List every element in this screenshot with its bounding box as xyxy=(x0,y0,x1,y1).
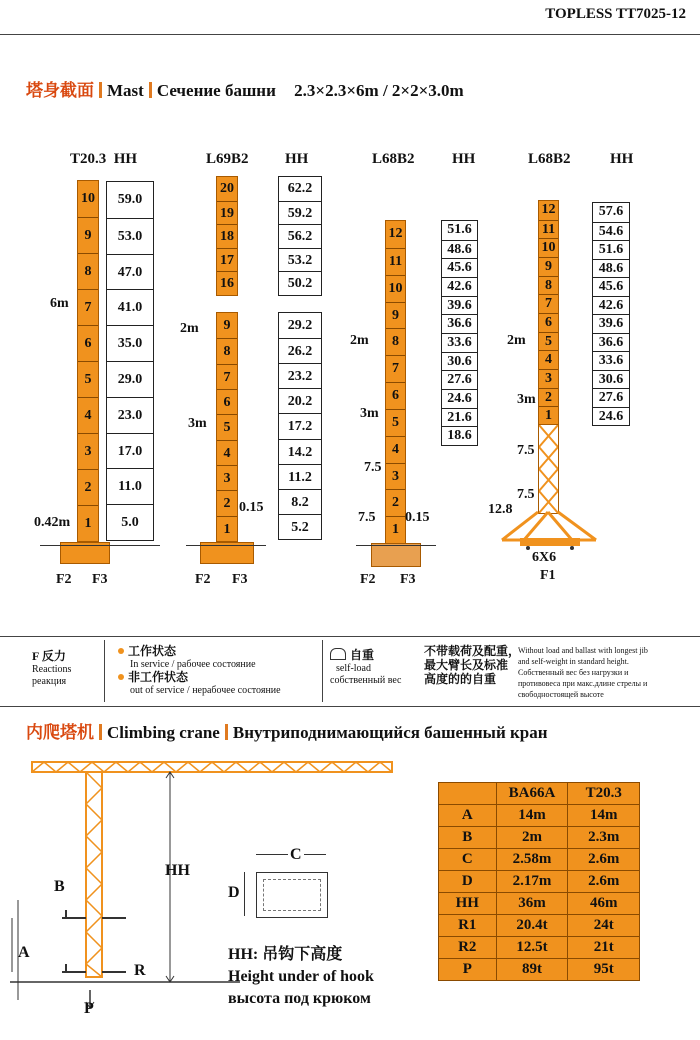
spec-cell: R1 xyxy=(439,915,497,937)
hook-height-value: 47.0 xyxy=(107,254,153,291)
mast-section-number: 11 xyxy=(386,248,405,276)
climbing-title-cn: 内爬塔机 xyxy=(26,723,94,743)
spec-cell: P xyxy=(439,959,497,981)
mast-section-number: 1 xyxy=(539,406,558,426)
mast-section-number: 1 xyxy=(217,516,237,542)
hook-height-value: 27.6 xyxy=(593,388,629,408)
model-title: TOPLESS TT7025-12 xyxy=(545,6,686,22)
spec-cell: 2.3m xyxy=(568,827,640,849)
spec-cell: A xyxy=(439,805,497,827)
hook-height-value: 8.2 xyxy=(279,489,321,515)
hh-table-t20-3 xyxy=(106,181,154,541)
hook-height-value: 27.6 xyxy=(442,370,477,390)
mast-title-cn: 塔身截面 xyxy=(26,81,94,101)
hook-height-value: 11.2 xyxy=(279,464,321,490)
mast-section-number: 10 xyxy=(539,238,558,258)
hook-height-value: 54.6 xyxy=(593,222,629,242)
hook-height-value: 30.6 xyxy=(593,370,629,390)
note-ru-line: противовеса при макс.длине стрелы и xyxy=(518,679,648,688)
mast-section-number: 7 xyxy=(386,355,405,383)
spec-header-cell: T20.3 xyxy=(568,783,640,805)
hh-table-l69b2-lower xyxy=(278,312,322,540)
mast-section-number: 3 xyxy=(78,433,98,470)
col4-mast: L68B2 xyxy=(528,151,571,167)
hook-height-value: 33.6 xyxy=(442,333,477,353)
mast-title-en: Mast xyxy=(107,81,144,100)
out-service-icon xyxy=(118,674,124,680)
hook-height-value: 20.2 xyxy=(279,388,321,414)
spec-row xyxy=(439,871,640,893)
force-f3: F3 xyxy=(92,572,108,587)
spec-cell: C xyxy=(439,849,497,871)
mast-section-number: 2 xyxy=(78,469,98,506)
mast-section-number: 5 xyxy=(217,414,237,440)
mast-section-number: 12 xyxy=(541,202,556,217)
mast-section-number: 2 xyxy=(539,388,558,408)
mast-section-number: 11 xyxy=(539,220,558,240)
spec-cell: 36m xyxy=(496,893,568,915)
header-divider xyxy=(0,34,700,35)
dim-75-l68a-1: 7.5 xyxy=(364,460,382,475)
hh-en: Height under of hook xyxy=(228,968,374,985)
legend-divider xyxy=(322,640,323,702)
dim-75-l68b-1: 7.5 xyxy=(517,443,535,458)
col4-hh: HH xyxy=(610,151,634,167)
spec-cell: 21t xyxy=(568,937,640,959)
col1-hh: HH xyxy=(113,151,138,167)
hook-height-value: 29.2 xyxy=(287,318,313,333)
hook-height-value: 24.6 xyxy=(442,389,477,409)
hook-height-value: 23.0 xyxy=(107,397,153,434)
crane-weight-icon xyxy=(330,648,346,660)
spec-cell: 12.5t xyxy=(496,937,568,959)
spec-row xyxy=(439,915,640,937)
col2-mast: L69B2 xyxy=(206,151,249,167)
mast-section-number: 2 xyxy=(217,490,237,516)
hh-definition xyxy=(228,944,374,1010)
label-b: B xyxy=(54,878,65,895)
hook-height-value: 53.0 xyxy=(107,218,153,255)
force-f3: F3 xyxy=(232,572,248,587)
reaction-ru: реакция xyxy=(32,676,67,687)
hook-height-value: 14.2 xyxy=(279,439,321,465)
dim-6x6: 6X6 xyxy=(532,550,557,565)
hook-height-value: 59.2 xyxy=(279,201,321,226)
hook-height-value: 23.2 xyxy=(279,363,321,389)
mast-section-number: 9 xyxy=(223,318,231,333)
force-f2: F2 xyxy=(360,572,376,587)
mast-section-number: 12 xyxy=(388,226,403,241)
hook-height-value: 21.6 xyxy=(442,408,477,428)
hook-height-value: 45.6 xyxy=(593,277,629,297)
spec-cell: 20.4t xyxy=(496,915,568,937)
note-en-line: Without load and ballast with longest jib xyxy=(518,646,648,655)
mast-section-number: 2 xyxy=(386,489,405,517)
mast-section-number: 6 xyxy=(217,389,237,415)
hook-height-value: 59.0 xyxy=(117,192,143,207)
hook-height-value: 45.6 xyxy=(442,258,477,278)
spec-cell: 2.58m xyxy=(496,849,568,871)
hook-height-value: 42.6 xyxy=(593,296,629,316)
mast-section-number: 20 xyxy=(220,181,234,196)
hh-cn: HH: 吊钩下高度 xyxy=(228,946,343,963)
hook-height-value: 39.6 xyxy=(442,296,477,316)
hook-height-value: 53.2 xyxy=(279,248,321,273)
spec-cell: 2.6m xyxy=(568,849,640,871)
hook-height-value: 30.6 xyxy=(442,352,477,372)
note-ru-line: свободностоящей высоте xyxy=(518,690,604,699)
hh-table-l68b2-b xyxy=(592,202,630,426)
in-service-en: In service / рабочее состояние xyxy=(130,659,256,670)
legend-reaction xyxy=(32,650,71,688)
note-cn-line: 不带载荷及配重， xyxy=(424,644,521,658)
legend-divider xyxy=(104,640,105,702)
title-separator xyxy=(149,82,152,98)
mast-section-number: 7 xyxy=(539,294,558,314)
out-service-en: out of service / нерабочее состояние xyxy=(130,685,281,696)
hook-height-value: 26.2 xyxy=(279,338,321,364)
dim-3m-l69: 3m xyxy=(188,416,207,431)
mast-title-ru: Сечение башни xyxy=(156,81,276,100)
hook-height-value: 11.0 xyxy=(107,468,153,505)
legend-note-cn xyxy=(424,645,520,687)
spec-row xyxy=(439,893,640,915)
mast-section-number: 4 xyxy=(217,440,237,466)
hook-height-value: 39.6 xyxy=(593,314,629,334)
mast-section-number: 8 xyxy=(539,276,558,296)
mast-section-number: 8 xyxy=(78,253,98,290)
spec-cell: 24t xyxy=(568,915,640,937)
self-load-ru: собственный вес xyxy=(330,675,402,686)
mast-section-number: 5 xyxy=(539,332,558,352)
spec-cell: R2 xyxy=(439,937,497,959)
mast-section-number: 10 xyxy=(81,191,95,206)
ground-line xyxy=(356,545,436,546)
climbing-title-en: Climbing crane xyxy=(107,723,220,742)
note-en-line: and self-weight in standard height. xyxy=(518,657,629,666)
hook-height-value: 41.0 xyxy=(107,289,153,326)
spec-header-cell: BA66A xyxy=(496,783,568,805)
title-separator xyxy=(99,82,102,98)
dim-2m-l68b: 2m xyxy=(507,333,526,348)
col3-mast: L68B2 xyxy=(372,151,415,167)
mast-section-title xyxy=(26,76,464,101)
title-separator xyxy=(99,724,102,740)
in-service-icon xyxy=(118,648,124,654)
climbing-title-ru: Внутриподнимающийся башенный кран xyxy=(232,723,548,742)
hook-height-value: 57.6 xyxy=(598,204,624,219)
hook-height-value: 62.2 xyxy=(287,181,313,196)
hook-height-value: 17.0 xyxy=(107,433,153,470)
climbing-spec-table xyxy=(438,782,640,981)
hook-height-value: 29.0 xyxy=(107,361,153,398)
label-d: D xyxy=(228,884,240,901)
label-p: P xyxy=(84,1000,94,1017)
legend-bottom-divider xyxy=(0,706,700,707)
hook-height-value: 51.6 xyxy=(593,240,629,260)
hook-height-value: 5.2 xyxy=(279,514,321,540)
dim-6m: 6m xyxy=(50,296,69,311)
d-dimension-line xyxy=(244,872,245,916)
mast-l69b2-lower xyxy=(216,312,238,542)
hh-table-l69b2-upper xyxy=(278,176,322,296)
lattice-icon xyxy=(539,425,558,513)
hook-height-value: 56.2 xyxy=(279,224,321,249)
hook-height-value: 42.6 xyxy=(442,277,477,297)
mast-section-number: 8 xyxy=(386,328,405,356)
spec-cell: 2m xyxy=(496,827,568,849)
dim-015-l69: 0.15 xyxy=(239,500,264,515)
dim-042m: 0.42m xyxy=(34,515,71,530)
floor-opening xyxy=(256,872,328,918)
spec-row xyxy=(439,849,640,871)
spec-cell: 14m xyxy=(568,805,640,827)
opening-inner xyxy=(263,879,321,911)
mast-section-number: 7 xyxy=(217,364,237,390)
mast-section-number: 19 xyxy=(217,201,237,226)
hook-height-value: 36.6 xyxy=(442,314,477,334)
hook-height-value: 51.6 xyxy=(447,222,472,237)
mast-section-number: 4 xyxy=(539,350,558,370)
mast-l68b2-a xyxy=(385,220,406,544)
dim-015-l68a: 0.15 xyxy=(405,510,430,525)
dim-75-l68a-2: 7.5 xyxy=(358,510,376,525)
mast-section-number: 3 xyxy=(217,465,237,491)
mast-section-number: 4 xyxy=(386,436,405,464)
note-cn-line: 最大臂长及标准 xyxy=(424,658,509,672)
mast-section-number: 3 xyxy=(539,369,558,389)
force-f1: F1 xyxy=(540,568,556,583)
force-f3: F3 xyxy=(400,572,416,587)
undercarriage-icon xyxy=(500,510,600,550)
dim-2m-l68a: 2m xyxy=(350,333,369,348)
mast-section-number: 16 xyxy=(217,271,237,296)
label-c: C xyxy=(290,846,302,863)
legend-self-load xyxy=(330,648,402,687)
mast-section-number: 10 xyxy=(386,275,405,303)
mast-section-number: 9 xyxy=(539,257,558,277)
mast-section-number: 8 xyxy=(217,338,237,364)
hook-height-value: 18.6 xyxy=(442,426,477,446)
mast-spec: 2.3×2.3×6m / 2×2×3.0m xyxy=(294,81,464,100)
hh-table-l68b2-a xyxy=(441,220,478,446)
spec-row xyxy=(439,937,640,959)
mast-l68b2-b-base xyxy=(538,424,559,514)
label-r: R xyxy=(134,962,146,979)
mast-section-number: 6 xyxy=(78,325,98,362)
reaction-en: Reactions xyxy=(32,664,72,675)
note-cn-line: 高度的的自重 xyxy=(424,672,497,686)
hook-height-value: 50.2 xyxy=(279,271,321,296)
hook-height-value: 33.6 xyxy=(593,351,629,371)
out-service-cn: 非工作状态 xyxy=(128,670,189,684)
mast-t20-3 xyxy=(77,180,99,542)
mast-section-number: 9 xyxy=(386,302,405,330)
hook-height-value: 5.0 xyxy=(107,504,153,541)
legend-service xyxy=(118,645,281,697)
jib-icon xyxy=(32,762,392,772)
footing-l68b2-a xyxy=(371,543,421,567)
col3-hh: HH xyxy=(452,151,476,167)
ground-line xyxy=(40,545,160,546)
spec-cell: 2.6m xyxy=(568,871,640,893)
self-load-en: self-load xyxy=(336,663,371,674)
tower-icon xyxy=(86,772,102,977)
mast-section-number: 6 xyxy=(539,313,558,333)
mast-section-number: 17 xyxy=(217,248,237,273)
mast-section-number: 7 xyxy=(78,289,98,326)
hook-height-value: 48.6 xyxy=(593,259,629,279)
spec-cell: 14m xyxy=(496,805,568,827)
label-a: A xyxy=(18,944,30,961)
spec-header-row xyxy=(439,783,640,805)
spec-cell: 89t xyxy=(496,959,568,981)
force-f2: F2 xyxy=(195,572,211,587)
dim-75-l68b-2: 7.5 xyxy=(517,487,535,502)
climbing-section-title xyxy=(26,718,548,743)
spec-cell: 46m xyxy=(568,893,640,915)
mast-section-number: 5 xyxy=(78,361,98,398)
force-f2: F2 xyxy=(56,572,72,587)
mast-section-number: 18 xyxy=(217,224,237,249)
mast-section-number: 5 xyxy=(386,409,405,437)
dim-3m-l68a: 3m xyxy=(360,406,379,421)
spec-cell: B xyxy=(439,827,497,849)
col2-hh: HH xyxy=(285,151,309,167)
in-service-cn: 工作状态 xyxy=(128,644,177,658)
mast-section-number: 3 xyxy=(386,463,405,491)
spec-row xyxy=(439,805,640,827)
dim-3m-l68b: 3m xyxy=(517,392,536,407)
hook-height-value: 17.2 xyxy=(279,413,321,439)
mast-section-number: 6 xyxy=(386,382,405,410)
title-separator xyxy=(225,724,228,740)
spec-row xyxy=(439,827,640,849)
mast-l69b2-upper xyxy=(216,176,238,296)
mast-section-number: 9 xyxy=(78,217,98,254)
spec-header-cell xyxy=(439,783,497,805)
mast-section-number: 4 xyxy=(78,397,98,434)
spec-cell: 95t xyxy=(568,959,640,981)
self-load-cn: 自重 xyxy=(350,648,375,662)
ground-line xyxy=(186,545,266,546)
reaction-cn: F 反力 xyxy=(32,649,66,663)
spec-row xyxy=(439,959,640,981)
dim-128-l68b: 12.8 xyxy=(488,502,513,517)
spec-cell: D xyxy=(439,871,497,893)
spec-cell: 2.17m xyxy=(496,871,568,893)
label-hh: HH xyxy=(165,862,190,879)
spec-cell: HH xyxy=(439,893,497,915)
legend-note-en xyxy=(518,645,694,700)
legend-top-divider xyxy=(0,636,700,637)
note-ru-line: Собственный вес без нагрузки и xyxy=(518,668,629,677)
hook-height-value: 24.6 xyxy=(593,407,629,427)
hook-height-value: 35.0 xyxy=(107,325,153,362)
hook-height-value: 36.6 xyxy=(593,333,629,353)
col1-mast: T20.3 xyxy=(70,151,107,167)
mast-l68b2-b xyxy=(538,200,559,426)
mast-section-number: 1 xyxy=(78,505,98,542)
hook-height-value: 48.6 xyxy=(442,240,477,260)
hh-ru: высота под крюком xyxy=(228,990,371,1007)
dim-2m-l69: 2m xyxy=(180,321,199,336)
mast-section-number: 1 xyxy=(386,516,405,544)
